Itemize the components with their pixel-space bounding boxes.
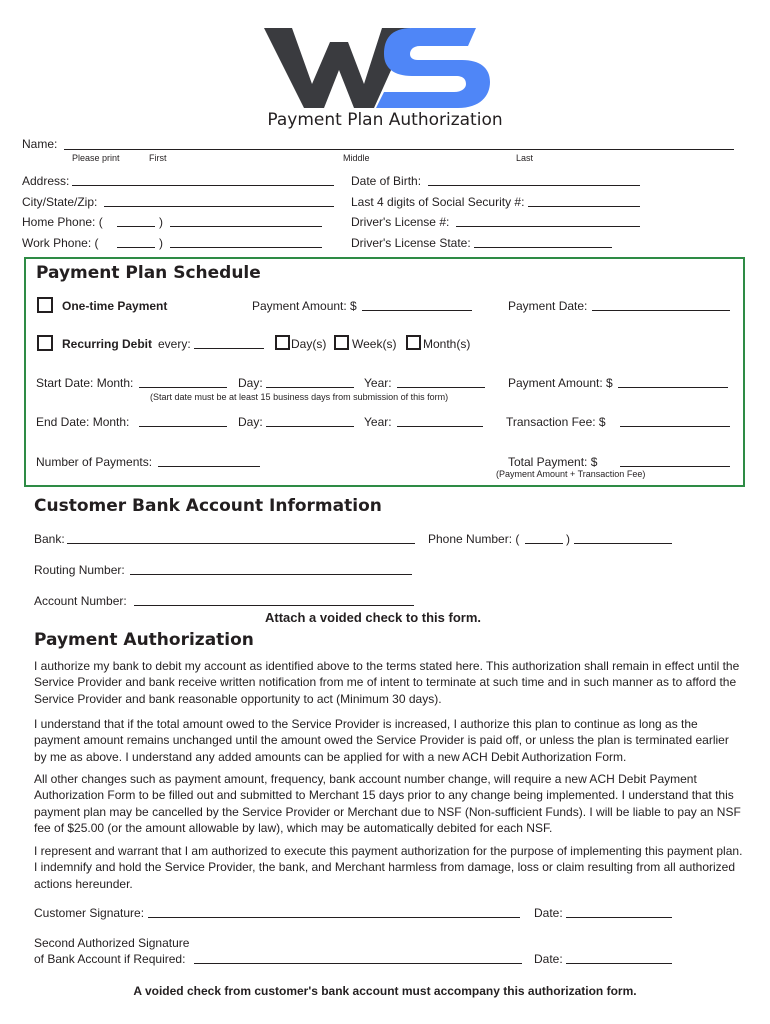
name-label: Name: [22,137,58,151]
num-payments-label: Number of Payments: [36,455,153,469]
recurring-checkbox[interactable] [37,335,53,351]
work-phone-label: Work Phone: ( [22,236,99,250]
weeks-label: Week(s) [352,337,397,351]
months-label: Month(s) [423,337,471,351]
hint-please-print: Please print [72,153,120,163]
attach-check-note: Attach a voided check to this form. [265,610,481,625]
end-day-field[interactable] [266,416,354,427]
payment-date-label: Payment Date: [508,299,588,313]
end-month-field[interactable] [139,416,227,427]
days-label: Day(s) [291,337,327,351]
recurring-amount-field[interactable] [618,377,728,388]
total-payment-note: (Payment Amount + Transaction Fee) [496,469,646,479]
weeks-checkbox[interactable] [334,335,349,350]
second-signature-label-line1: Second Authorized Signature [34,936,190,950]
start-day-field[interactable] [266,377,354,388]
dl-state-field[interactable] [474,237,612,248]
second-signature-label-line2: of Bank Account if Required: [34,952,186,966]
page-title: Payment Plan Authorization [267,110,503,130]
bank-label: Bank: [34,532,65,546]
customer-signature-label: Customer Signature: [34,906,145,920]
second-date-field[interactable] [566,953,672,964]
every-field[interactable] [194,338,264,349]
one-time-checkbox[interactable] [37,297,53,313]
dl-label: Driver's License #: [351,215,450,229]
signature-date-field[interactable] [566,907,672,918]
home-phone-number-field[interactable] [170,216,322,227]
address-field[interactable] [72,175,334,186]
recurring-amount-label: Payment Amount: $ [508,376,613,390]
hint-first: First [149,153,167,163]
ssn-label: Last 4 digits of Social Security #: [351,195,525,209]
authorization-paragraph: I understand that if the total amount owed to the Service Provider is increased, I authorize this plan to continue as long as the payment amount remains unchanged until the amount owed the Service Provider is paid off, or unless the plan is terminated earlier by me as above. I understand any added amounts can be applied for with a new ACH Debit Authorization Form. [34,717,729,764]
schedule-heading: Payment Plan Schedule [36,263,261,283]
dob-field[interactable] [428,175,640,186]
bank-heading: Customer Bank Account Information [34,496,382,516]
signature-date-label: Date: [534,906,563,920]
city-state-zip-label: City/State/Zip: [22,195,98,209]
ws-logo-icon [262,22,494,112]
account-label: Account Number: [34,594,127,608]
bank-phone-label: Phone Number: ( [428,532,520,546]
home-phone-label: Home Phone: ( [22,215,103,229]
address-label: Address: [22,174,70,188]
authorization-paragraph: I represent and warrant that I am authorized to execute this payment authorization for the purpose of implementing this payment plan. I indemnify and hold the Service Provider, the bank, and Merchant harmless from damage, loss or claim resulting from all authorized actions hereunder. [34,844,743,891]
hint-last: Last [516,153,534,163]
name-field[interactable] [64,139,734,150]
payment-schedule-box [24,257,745,487]
bank-phone-paren: ) [566,532,570,546]
days-checkbox[interactable] [275,335,290,350]
num-payments-field[interactable] [158,456,260,467]
start-month-field[interactable] [139,377,227,388]
dl-state-label: Driver's License State: [351,236,471,250]
total-payment-label: Total Payment: $ [508,455,598,469]
footer-note: A voided check from customer's bank account must accompany this authorization form. [133,984,637,998]
city-state-zip-field[interactable] [104,196,334,207]
start-day-label: Day: [238,376,263,390]
account-field[interactable] [134,595,414,606]
home-phone-paren: ) [159,215,163,229]
payment-date-field[interactable] [592,300,730,311]
bank-phone-area-field[interactable] [525,533,563,544]
end-day-label: Day: [238,415,263,429]
end-year-label: Year: [364,415,392,429]
work-phone-area-field[interactable] [117,237,155,248]
hint-middle: Middle [343,153,370,163]
end-year-field[interactable] [397,416,483,427]
start-date-note: (Start date must be at least 15 business days from submission of this form) [150,392,449,402]
every-label: every: [158,337,191,351]
second-signature-field[interactable] [194,953,522,964]
company-logo [262,22,494,112]
bank-field[interactable] [67,533,415,544]
total-payment-field[interactable] [620,456,730,467]
home-phone-area-field[interactable] [117,216,155,227]
dl-field[interactable] [456,216,640,227]
authorization-paragraph: I authorize my bank to debit my account as identified above to the terms stated here. This authorization shall remain in effect until the Service Provider and bank receive written notification from me of intent to terminate at such time and in such manner as to afford the Service Provider and bank reasonable opportunity to act (Minimum 30 days). [34,659,740,706]
second-date-label: Date: [534,952,563,966]
authorization-paragraph: All other changes such as payment amount, frequency, bank account number change, will require a new ACH Debit Payment Authorization Form to be filled out and submitted to Merchant 15 days prior to any change being implemented. I understand that this payment plan may be cancelled by the Service Provider or Merchant due to NSF (Non-sufficient Funds). I will be liable to pay an NSF fee of $25.00 (or the amount allowable by law), which may be automatically debited for each NSF. [34,772,741,835]
transaction-fee-label: Transaction Fee: $ [506,415,606,429]
transaction-fee-field[interactable] [620,416,730,427]
end-date-label: End Date: Month: [36,415,130,429]
routing-label: Routing Number: [34,563,125,577]
recurring-label: Recurring Debit [62,337,153,351]
start-year-label: Year: [364,376,392,390]
routing-field[interactable] [130,564,412,575]
ssn-field[interactable] [528,196,640,207]
work-phone-paren: ) [159,236,163,250]
customer-signature-field[interactable] [148,907,520,918]
start-year-field[interactable] [397,377,485,388]
work-phone-number-field[interactable] [170,237,322,248]
months-checkbox[interactable] [406,335,421,350]
bank-phone-number-field[interactable] [574,533,672,544]
one-time-label: One-time Payment [62,299,168,313]
start-date-label: Start Date: Month: [36,376,134,390]
authorization-heading: Payment Authorization [34,630,254,650]
dob-label: Date of Birth: [351,174,422,188]
payment-amount-label: Payment Amount: $ [252,299,357,313]
payment-amount-field[interactable] [362,300,472,311]
